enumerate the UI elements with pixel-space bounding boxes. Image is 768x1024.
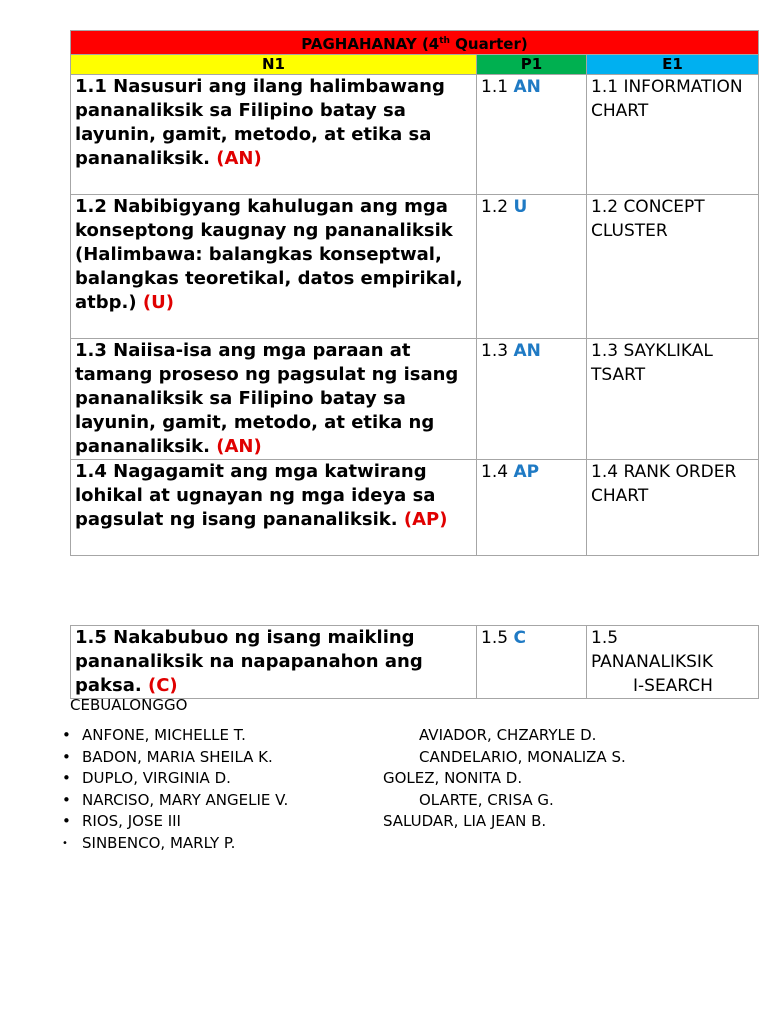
member-name: DUPLO, VIRGINIA D. [82,769,231,787]
code-number: 1.4 [481,462,514,482]
competency-cell [71,460,477,556]
code-cell [477,75,587,195]
bullet-icon: • [62,812,71,830]
competency-cell [71,75,477,195]
competency-level-tag: (AN) [216,436,262,457]
competency-level-tag: (AN) [216,148,262,169]
code-cell [477,339,587,460]
strategy-line: PANANALIKSIK [591,652,714,672]
competency-cell [71,339,477,460]
header-p1: P1 [477,55,587,75]
member-list [62,725,742,854]
bullet-icon: • [62,837,68,849]
competency-level-tag: (U) [142,292,174,313]
list-item [62,811,742,833]
member-name: RIOS, JOSE III [82,812,181,830]
code-cell [477,626,587,699]
table-row [71,195,759,339]
member-name: NARCISO, MARY ANGELIE V. [82,790,289,809]
competency-cell [71,195,477,339]
strategy-cell: 1.4 RANK ORDER CHART [587,460,759,556]
strategy-cell: 1.3 SAYKLIKAL TSART [587,339,759,460]
member-name: GOLEZ, NONITA D. [383,769,523,787]
list-item [62,725,742,747]
competency-level-tag: (C) [147,675,178,696]
list-item [62,768,742,790]
competency-text: 1.4 Nagagamit ang mga katwirang lohikal at ugnayan ng mga ideya sa pagsulat ng isang pananaliksik. [75,461,436,530]
strategy-cell: 1.1 INFORMATION CHART [587,75,759,195]
code-number: 1.5 [481,628,514,648]
competency-text: 1.3 Naiisa-isa ang mga paraan at tamang proseso ng pagsulat ng isang pananaliksik sa Filipino batay sa layunin, gamit, metodo, at etika ng pananaliksik. [75,340,459,457]
bullet-icon: • [62,769,71,787]
strategy-line: I-SEARCH [633,676,713,696]
code-level: AN [513,77,541,97]
strategy-cell [587,626,759,699]
table-row [71,75,759,195]
title-text-end: Quarter) [449,35,528,53]
code-level: U [513,197,528,217]
table-row [71,339,759,460]
member-name: AVIADOR, CHZARYLE D. [419,726,597,744]
school-name: CEBUALONGGO [70,696,188,714]
member-name: CANDELARIO, MONALIZA S. [419,747,626,766]
title-text: PAGHAHANAY (4 [301,35,440,53]
table-row [71,460,759,556]
code-level: AP [513,462,540,482]
member-name: SALUDAR, LIA JEAN B. [383,812,547,830]
bullet-icon: • [62,726,71,744]
code-level: AN [513,341,541,361]
member-name: BADON, MARIA SHEILA K. [82,747,273,766]
title-superscript: th [439,36,450,46]
member-name: SINBENCO, MARLY P. [82,833,236,852]
competency-cell [71,626,477,699]
competency-level-tag: (AP) [403,509,448,530]
extra-competency-table [70,625,759,699]
code-cell [477,195,587,339]
header-n1: N1 [71,55,477,75]
list-item [62,790,742,812]
title-row [71,31,759,55]
header-e1: E1 [587,55,759,75]
competency-text: 1.1 Nasusuri ang ilang halimbawang pananaliksik sa Filipino batay sa layunin, gamit, metodo, at etika sa pananaliksik. [75,76,445,169]
alignment-table [70,30,759,556]
competency-text: 1.2 Nabibigyang kahulugan ang mga konseptong kaugnay ng pananaliksik (Halimbawa: balangkas konseptwal, balangkas teoretikal, datos empirikal, atbp.) [75,196,463,313]
bullet-icon: • [62,790,71,809]
code-level: C [513,628,526,648]
list-item [62,747,742,769]
member-name: OLARTE, CRISA G. [419,790,554,809]
code-number: 1.3 [481,341,514,361]
strategy-cell: 1.2 CONCEPT CLUSTER [587,195,759,339]
code-cell [477,460,587,556]
bullet-icon: • [62,747,71,766]
header-row [71,55,759,75]
table-row [71,626,759,699]
code-number: 1.2 [481,197,514,217]
list-item [62,833,742,855]
competency-text: 1.5 Nakabubuo ng isang maikling pananaliksik na napapanahon ang paksa. [75,627,423,696]
code-number: 1.1 [481,77,514,97]
table-title [71,31,759,55]
strategy-line: 1.5 [591,628,619,648]
member-name: ANFONE, MICHELLE T. [82,726,246,744]
